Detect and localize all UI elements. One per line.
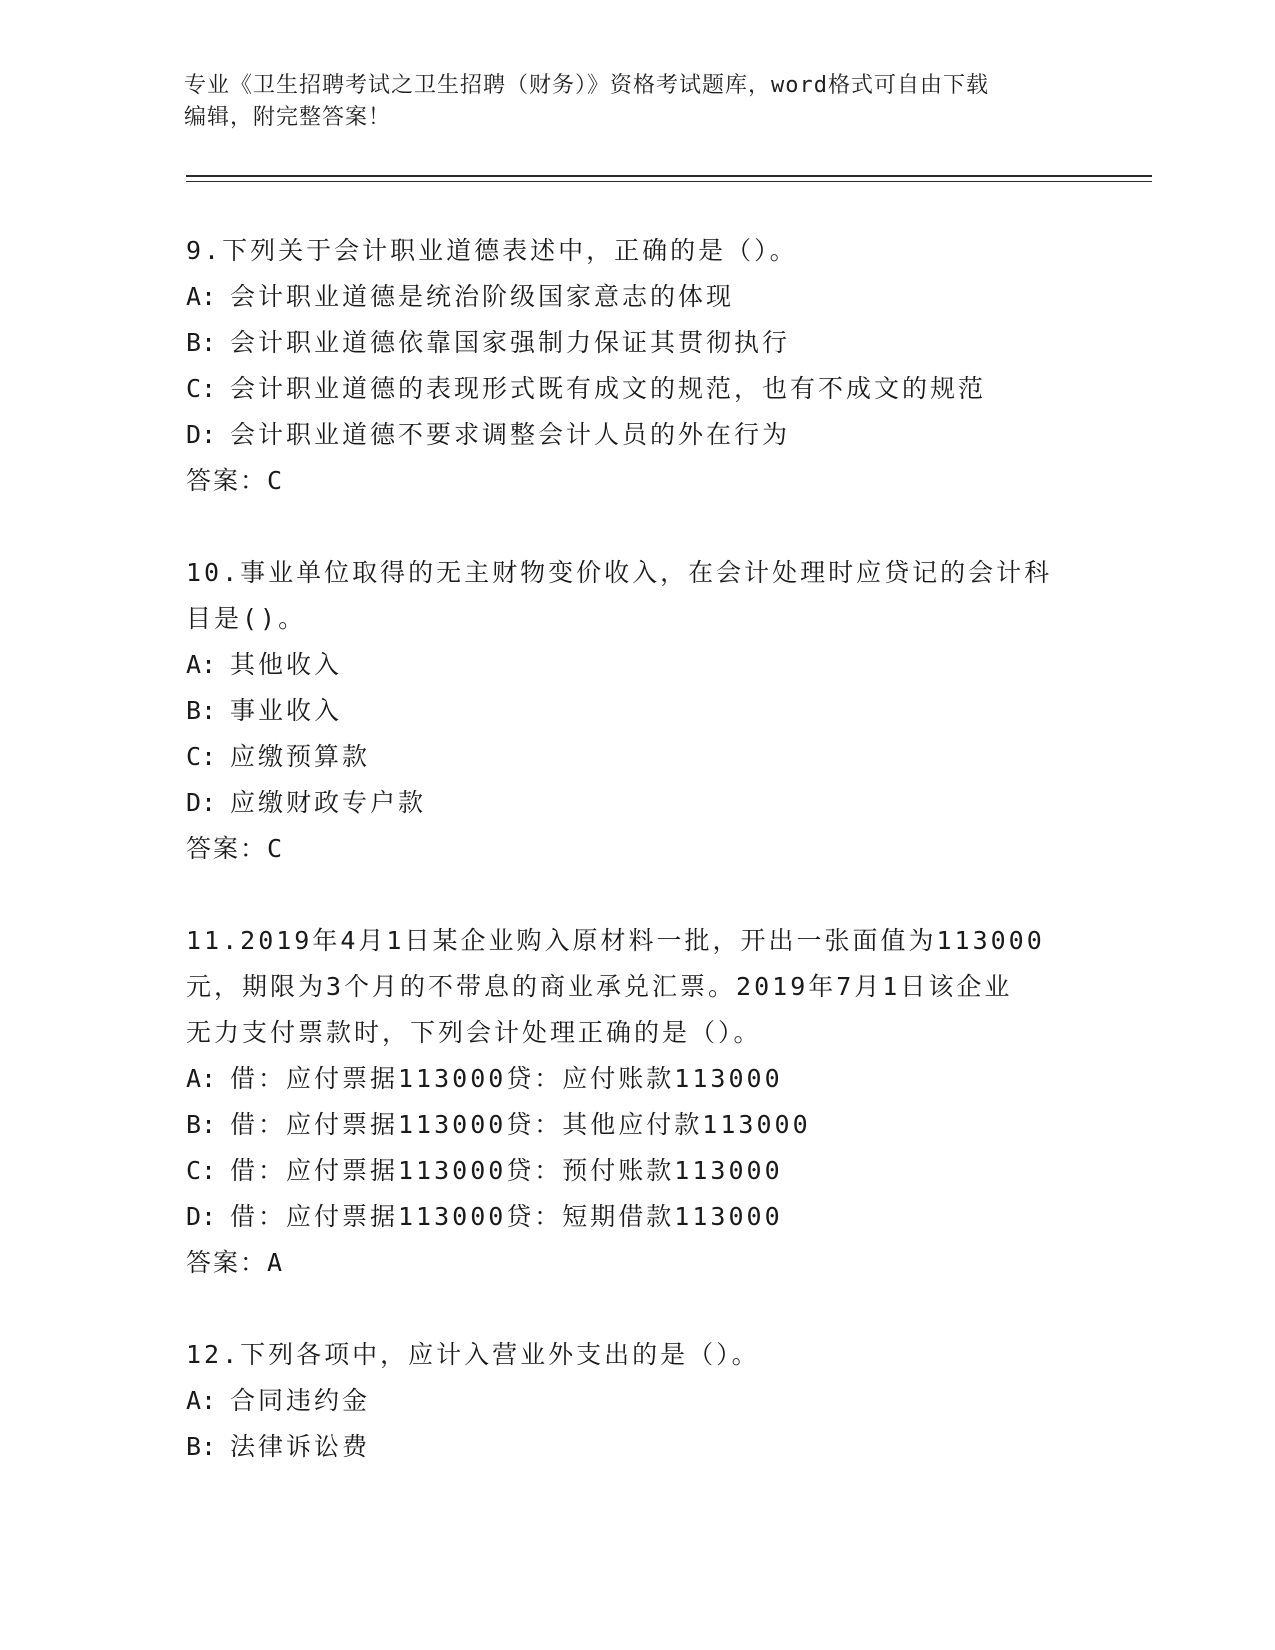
option-key: D: — [186, 1202, 217, 1231]
answer-label: 答案： — [186, 834, 268, 863]
answer-line — [186, 458, 1086, 504]
answer-value: C — [267, 466, 284, 495]
option-key: D: — [186, 420, 217, 449]
option-a — [186, 274, 1086, 320]
option-c — [186, 734, 1086, 780]
question-text-line: 无力支付票款时，下列会计处理正确的是（）。 — [186, 1018, 762, 1047]
option-key: C: — [186, 374, 217, 403]
option-c — [186, 1148, 1086, 1194]
question-10 — [186, 550, 1086, 872]
question-text-line: 9.下列关于会计职业道德表述中，正确的是（）。 — [186, 236, 798, 265]
option-key: B: — [186, 1432, 217, 1461]
question-text-line: 11.2019年4月1日某企业购入原材料一批，开出一张面值为113000 — [186, 926, 1045, 955]
option-d — [186, 412, 1086, 458]
option-c — [186, 366, 1086, 412]
option-a — [186, 642, 1086, 688]
option-text: 借：应付票据113000贷：应付账款113000 — [230, 1064, 783, 1093]
question-12 — [186, 1332, 1086, 1470]
question-spacer — [186, 504, 1086, 550]
option-key: B: — [186, 696, 217, 725]
answer-label: 答案： — [186, 466, 268, 495]
option-text: 会计职业道德不要求调整会计人员的外在行为 — [230, 420, 791, 449]
answer-label: 答案： — [186, 1248, 268, 1277]
answer-value: C — [267, 834, 284, 863]
question-list — [186, 228, 1086, 1470]
option-key: A: — [186, 1064, 217, 1093]
option-text: 事业收入 — [230, 696, 343, 725]
question-text-line: 10.事业单位取得的无主财物变价收入，在会计处理时应贷记的会计科 — [186, 558, 1053, 587]
option-text: 合同违约金 — [230, 1386, 371, 1415]
option-text: 会计职业道德的表现形式既有成文的规范，也有不成文的规范 — [230, 374, 987, 403]
option-text: 借：应付票据113000贷：短期借款113000 — [230, 1202, 783, 1231]
option-text: 借：应付票据113000贷：预付账款113000 — [230, 1156, 783, 1185]
question-text-line: 元，期限为3个月的不带息的商业承兑汇票。2019年7月1日该企业 — [186, 972, 1013, 1001]
question-11 — [186, 918, 1086, 1286]
option-key: A: — [186, 1386, 217, 1415]
question-9 — [186, 228, 1086, 504]
question-text-line: 12.下列各项中，应计入营业外支出的是（）。 — [186, 1340, 760, 1369]
option-d — [186, 780, 1086, 826]
question-spacer — [186, 872, 1086, 918]
option-text: 借：应付票据113000贷：其他应付款113000 — [230, 1110, 811, 1139]
answer-line — [186, 1240, 1086, 1286]
option-b — [186, 1424, 1086, 1470]
option-b — [186, 320, 1086, 366]
option-b — [186, 1102, 1086, 1148]
header-line-1: 专业《卫生招聘考试之卫生招聘（财务）》资格考试题库，word格式可自由下载 — [184, 73, 989, 98]
header-divider-thin — [186, 181, 1152, 182]
option-text: 会计职业道德是统治阶级国家意志的体现 — [230, 282, 735, 311]
header-divider-thick — [186, 175, 1152, 177]
header-line-2: 编辑，附完整答案！ — [184, 105, 392, 130]
option-b — [186, 688, 1086, 734]
option-d — [186, 1194, 1086, 1240]
answer-line — [186, 826, 1086, 872]
document-header — [184, 70, 1064, 134]
option-text: 应缴预算款 — [230, 742, 371, 771]
option-key: A: — [186, 282, 217, 311]
option-a — [186, 1378, 1086, 1424]
answer-value: A — [267, 1248, 284, 1277]
question-text-line: 目是()。 — [186, 604, 307, 633]
option-key: C: — [186, 742, 217, 771]
option-key: B: — [186, 328, 217, 357]
option-key: C: — [186, 1156, 217, 1185]
option-text: 其他收入 — [230, 650, 343, 679]
option-text: 法律诉讼费 — [230, 1432, 371, 1461]
option-text: 会计职业道德依靠国家强制力保证其贯彻执行 — [230, 328, 791, 357]
option-key: B: — [186, 1110, 217, 1139]
option-key: A: — [186, 650, 217, 679]
question-spacer — [186, 1286, 1086, 1332]
option-text: 应缴财政专户款 — [230, 788, 427, 817]
option-key: D: — [186, 788, 217, 817]
option-a — [186, 1056, 1086, 1102]
